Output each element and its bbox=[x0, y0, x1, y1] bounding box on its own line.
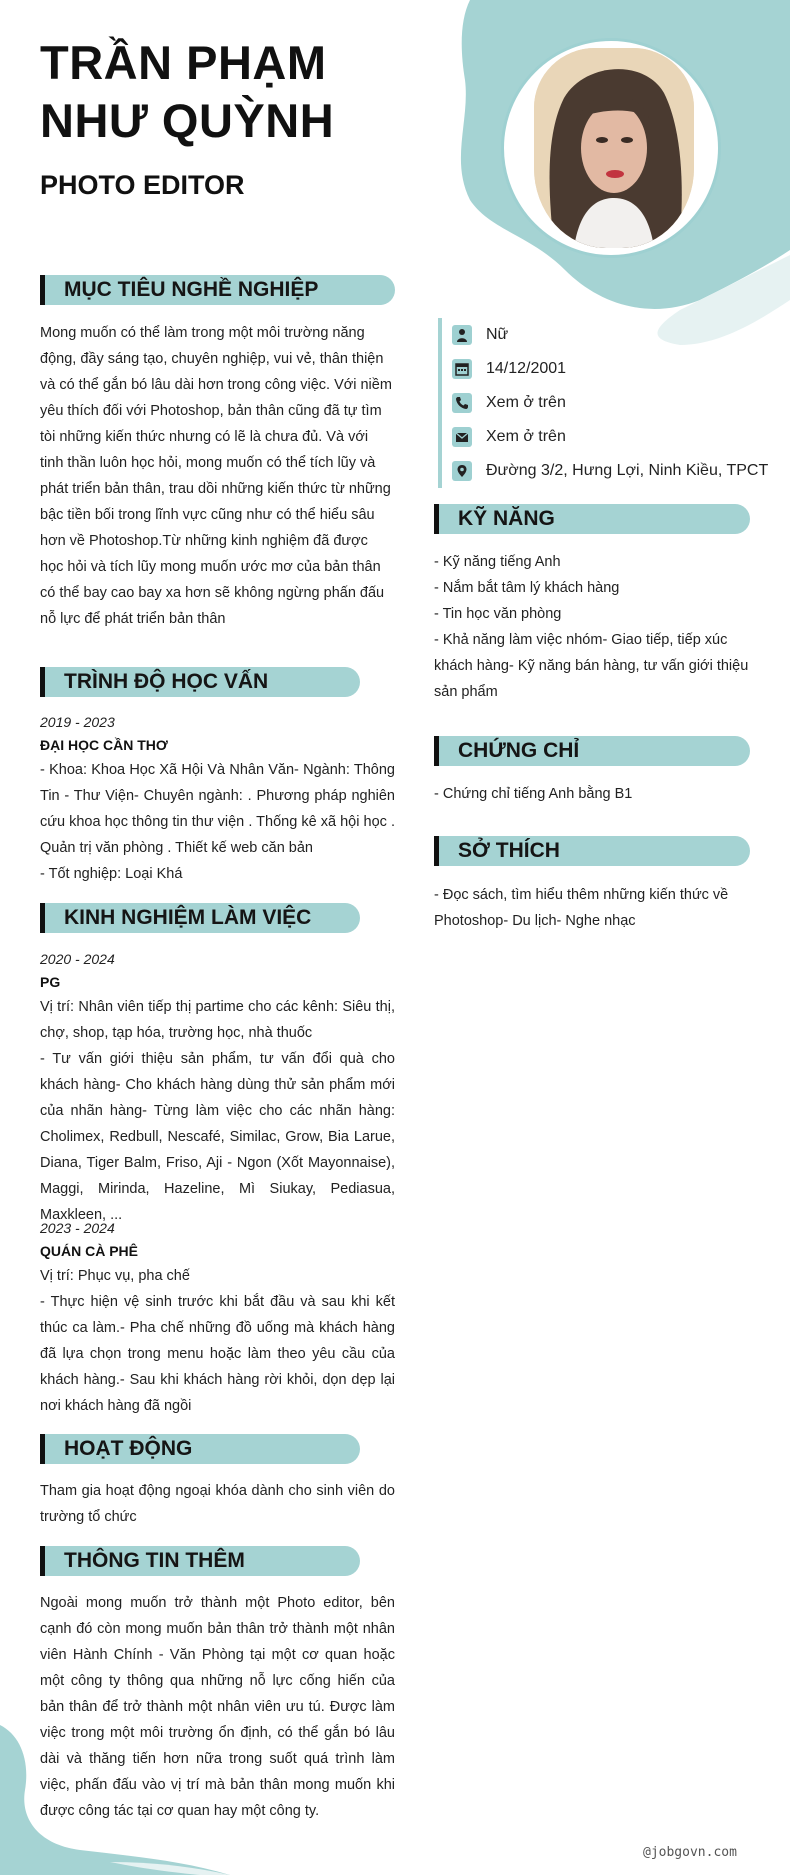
education-block bbox=[40, 711, 395, 887]
job-company: QUÁN CÀ PHÊ bbox=[40, 1243, 139, 1259]
section-title-skills bbox=[434, 504, 750, 534]
hobbies-body: - Đọc sách, tìm hiểu thêm những kiến thức về Photoshop- Du lịch- Nghe nhạc bbox=[434, 887, 729, 929]
section-title-activities bbox=[40, 1434, 360, 1464]
skill-item: - Tin học văn phòng bbox=[434, 606, 562, 622]
additional-body: Ngoài mong muốn trở thành một Photo editor, bên cạnh đó còn mong muốn bản thân trở thành một nhân viên Hành Chính - Văn Phòng tại một cơ quan hoặc một công ty thông qua những nỗ lực cống hiến của bản thân để trở thành một nhân viên ưu tú. Được làm việc trong một môi trường ổn định, có thể gắn bó lâu dài và thăng tiến hơn nữa trong suốt quá trình làm việc, phấn đấu vào vị trí mà bản thân mong muốn khi được công tác tại cơ quan hay một công ty. bbox=[40, 1595, 395, 1819]
section-title-hobbies bbox=[434, 836, 750, 866]
activities-title: HOẠT ĐỘNG bbox=[64, 1437, 193, 1460]
education-date: 2019 - 2023 bbox=[40, 714, 115, 730]
profile-photo bbox=[534, 48, 694, 248]
skill-item: - Nắm bắt tâm lý khách hàng bbox=[434, 580, 620, 596]
job-date: 2023 - 2024 bbox=[40, 1220, 115, 1236]
section-title-experience bbox=[40, 903, 360, 933]
skill-item: - Kỹ năng tiếng Anh bbox=[434, 554, 561, 570]
envelope-icon bbox=[452, 427, 472, 447]
birthday-value: 14/12/2001 bbox=[486, 360, 567, 377]
section-title-certificates bbox=[434, 736, 750, 766]
job-description: - Tư vấn giới thiệu sản phẩm, tư vấn đổi quà cho khách hàng- Cho khách hàng dùng thử sản phẩm mới của nhãn hàng- Từng làm việc cho các nhãn hàng: Cholimex, Redbull, Nescafé, Similac, Grow, Bia Larue, Diana, Tiger Balm, Friso, Aji - Ngon (Xốt Mayonnaise), Maggi, Mirinda, Hazeline, Mì Siukay, Pediasua, Maxkleen, ... bbox=[40, 1051, 395, 1223]
candidate-name bbox=[40, 34, 334, 150]
certificates-title: CHỨNG CHỈ bbox=[458, 739, 580, 762]
watermark: @jobgovn.com bbox=[643, 1845, 737, 1860]
location-pin-icon bbox=[452, 461, 472, 481]
education-title: TRÌNH ĐỘ HỌC VẤN bbox=[64, 670, 269, 693]
contact-info bbox=[438, 318, 768, 488]
person-icon bbox=[452, 325, 472, 345]
job-company: PG bbox=[40, 974, 61, 990]
objective-body: Mong muốn có thể làm trong một môi trường năng động, đầy sáng tạo, chuyên nghiệp, vui vẻ, thân thiện và có thể gắn bó lâu dài hơn trong công việc. Với niềm yêu thích đối với Photoshop, bản thân cũng đã tự tìm tòi những kiến thức nhưng có lẽ là chưa đủ. Và với tinh thần luôn học hỏi, mong muốn có thể tích lũy và phát triển bản thân, trau dồi những kiến thức từ những bậc tiền bối trong lĩnh vực cũng như có thể hiểu sâu hơn về Photoshop.Từ những kinh nghiệm đã được học hỏi và tích lũy mong muốn ước mơ của bản thân có thể bay cao bay xa hơn sẽ không ngừng phấn đấu nỗ lực để phát triển bản thân bbox=[40, 325, 392, 627]
experience-title: KINH NGHIỆM LÀM VIỆC bbox=[64, 906, 312, 929]
email-value: Xem ở trên bbox=[486, 428, 566, 445]
certificates-list bbox=[434, 781, 750, 807]
education-body: - Khoa: Khoa Học Xã Hội Và Nhân Văn- Ngành: Thông Tin - Thư Viện- Chuyên ngành: . Phương pháp nghiên cứu khoa học thông tin thư viện . Thống kê xã hội học . Quản trị văn phòng . Thiết kế web căn bản bbox=[40, 762, 395, 856]
job-title: PHOTO EDITOR bbox=[40, 170, 245, 200]
objective-title: MỤC TIÊU NGHỀ NGHIỆP bbox=[64, 278, 319, 301]
job-description: - Thực hiện vệ sinh trước khi bắt đầu và sau khi kết thúc ca làm.- Pha chế những đồ uống mà khách hàng đã lựa chọn trong menu hoặc làm theo yêu cầu của khách hàng.- Sau khi khách hàng rời khỏi, dọn dẹp lại nơi khách hàng đã ngồi bbox=[40, 1294, 395, 1414]
activities-body: Tham gia hoạt động ngoại khóa dành cho sinh viên do trường tổ chức bbox=[40, 1483, 395, 1525]
section-title-education bbox=[40, 667, 360, 697]
skills-list bbox=[434, 549, 750, 705]
contact-phone bbox=[452, 386, 768, 420]
education-school: ĐẠI HỌC CẦN THƠ bbox=[40, 737, 168, 753]
gender-value: Nữ bbox=[486, 326, 509, 343]
hobbies-title: SỞ THÍCH bbox=[458, 839, 560, 862]
experience-job-1 bbox=[40, 948, 395, 1228]
section-title-objective bbox=[40, 275, 395, 305]
phone-icon bbox=[452, 393, 472, 413]
contact-gender bbox=[452, 318, 768, 352]
education-result: - Tốt nghiệp: Loại Khá bbox=[40, 866, 183, 882]
skills-title: KỸ NĂNG bbox=[458, 507, 555, 530]
address-value: Đường 3/2, Hưng Lợi, Ninh Kiều, TPCT bbox=[486, 462, 769, 479]
section-title-additional-info bbox=[40, 1546, 360, 1576]
job-date: 2020 - 2024 bbox=[40, 951, 115, 967]
contact-email bbox=[452, 420, 768, 454]
experience-job-2 bbox=[40, 1217, 395, 1419]
calendar-icon bbox=[452, 359, 472, 379]
contact-address bbox=[452, 454, 768, 488]
job-position: Vị trí: Phục vụ, pha chế bbox=[40, 1268, 190, 1284]
name-line-2: NHƯ QUỲNH bbox=[40, 94, 335, 147]
additional-title: THÔNG TIN THÊM bbox=[64, 1549, 245, 1572]
job-position: Vị trí: Nhân viên tiếp thị partime cho các kênh: Siêu thị, chợ, shop, tạp hóa, trường học, nhà thuốc bbox=[40, 999, 395, 1041]
name-line-1: TRẦN PHẠM bbox=[40, 36, 327, 89]
skill-item: - Khả năng làm việc nhóm- Giao tiếp, tiếp xúc khách hàng- Kỹ năng bán hàng, tư vấn giới thiệu sản phẩm bbox=[434, 632, 749, 700]
contact-birthday bbox=[452, 352, 768, 386]
certificate-item: - Chứng chỉ tiếng Anh bằng B1 bbox=[434, 786, 633, 802]
phone-value: Xem ở trên bbox=[486, 394, 566, 411]
